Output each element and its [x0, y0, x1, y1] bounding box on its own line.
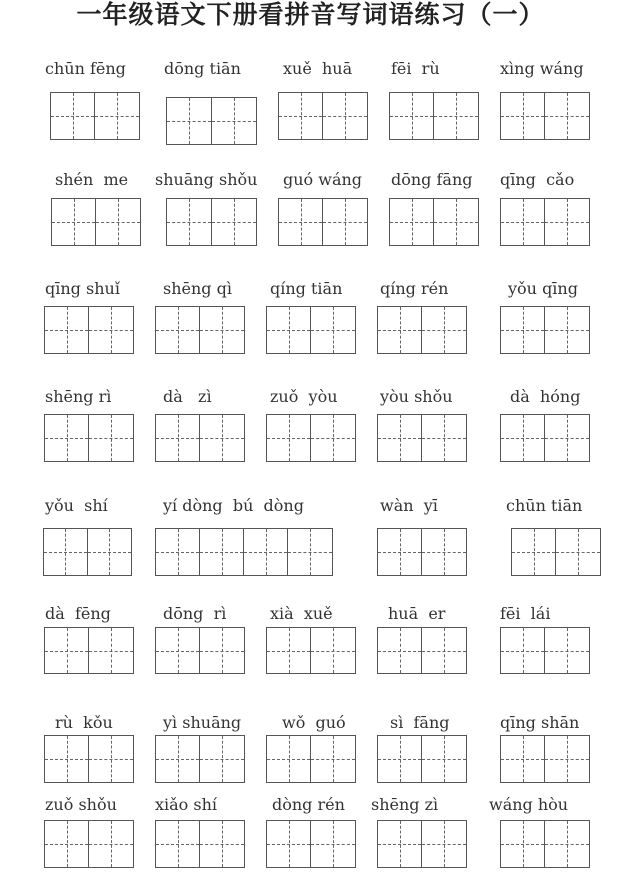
character-cell[interactable]: [167, 98, 212, 144]
tianzige-writing-grid[interactable]: [500, 820, 590, 868]
character-cell[interactable]: [556, 529, 600, 575]
tianzige-writing-grid[interactable]: [44, 414, 134, 462]
tianzige-writing-grid[interactable]: [44, 306, 134, 354]
pinyin-label: yí dòng bú dòng: [163, 496, 304, 515]
character-cell[interactable]: [156, 415, 200, 461]
pinyin-label: yì shuāng: [163, 713, 242, 732]
tianzige-writing-grid[interactable]: [377, 820, 467, 868]
character-cell[interactable]: [501, 415, 545, 461]
character-cell[interactable]: [212, 199, 257, 245]
character-cell[interactable]: [44, 529, 88, 575]
character-cell[interactable]: [45, 307, 89, 353]
character-cell[interactable]: [390, 93, 434, 139]
pinyin-label: xuě huā: [283, 59, 353, 78]
tianzige-writing-grid[interactable]: [155, 627, 245, 674]
tianzige-writing-grid[interactable]: [266, 820, 356, 868]
pinyin-label: sì fāng: [390, 713, 450, 732]
character-cell[interactable]: [422, 821, 466, 867]
pinyin-label: dōng tiān: [164, 59, 241, 78]
tianzige-writing-grid[interactable]: [278, 92, 368, 140]
pinyin-label: shén me: [55, 170, 129, 189]
pinyin-label: wǒ guó: [282, 713, 346, 732]
character-cell[interactable]: [311, 821, 355, 867]
pinyin-label: yǒu shí: [45, 496, 108, 515]
tianzige-writing-grid[interactable]: [511, 528, 601, 576]
pinyin-label: dà fēng: [45, 604, 111, 623]
tianzige-writing-grid[interactable]: [500, 735, 590, 783]
character-cell[interactable]: [501, 93, 545, 139]
tianzige-writing-grid[interactable]: [44, 735, 134, 783]
pinyin-label: fēi lái: [500, 604, 551, 623]
character-cell[interactable]: [323, 199, 367, 245]
tianzige-writing-grid[interactable]: [377, 414, 467, 462]
pinyin-label: shēng zì: [371, 795, 439, 814]
character-cell[interactable]: [323, 93, 367, 139]
tianzige-writing-grid[interactable]: [44, 627, 134, 674]
character-cell[interactable]: [545, 307, 589, 353]
pinyin-label: xìng wáng: [500, 59, 584, 78]
character-cell[interactable]: [422, 736, 466, 782]
character-cell[interactable]: [200, 736, 244, 782]
pinyin-label: qīng shān: [500, 713, 580, 732]
character-cell[interactable]: [156, 736, 200, 782]
pinyin-label: qīng cǎo: [500, 170, 575, 189]
tianzige-writing-grid[interactable]: [51, 198, 141, 246]
character-cell[interactable]: [156, 529, 200, 575]
pinyin-label: shēng qì: [163, 279, 232, 298]
character-cell[interactable]: [545, 199, 589, 245]
tianzige-writing-grid[interactable]: [155, 306, 245, 354]
tianzige-writing-grid[interactable]: [50, 92, 140, 140]
character-cell[interactable]: [545, 736, 589, 782]
pinyin-label: xià xuě: [270, 604, 333, 623]
character-cell[interactable]: [422, 415, 466, 461]
character-cell[interactable]: [378, 307, 422, 353]
tianzige-writing-grid[interactable]: [500, 92, 590, 140]
character-cell[interactable]: [156, 628, 200, 673]
character-cell[interactable]: [434, 93, 478, 139]
pinyin-label: guó wáng: [283, 170, 363, 189]
worksheet-title: 一年级语文下册看拼音写词语练习（一）: [76, 0, 545, 29]
character-cell[interactable]: [311, 307, 355, 353]
character-cell[interactable]: [501, 736, 545, 782]
character-cell[interactable]: [311, 736, 355, 782]
character-cell[interactable]: [89, 628, 133, 673]
pinyin-label: yòu shǒu: [380, 387, 453, 406]
character-cell[interactable]: [89, 821, 133, 867]
character-cell[interactable]: [545, 821, 589, 867]
tianzige-writing-grid[interactable]: [500, 627, 590, 674]
tianzige-writing-grid[interactable]: [500, 414, 590, 462]
pinyin-label: xiǎo shí: [155, 795, 218, 814]
tianzige-writing-grid[interactable]: [155, 528, 333, 576]
pinyin-label: wàn yī: [380, 496, 438, 515]
tianzige-writing-grid[interactable]: [377, 735, 467, 783]
character-cell[interactable]: [95, 93, 139, 139]
tianzige-writing-grid[interactable]: [166, 198, 257, 246]
tianzige-writing-grid[interactable]: [377, 627, 467, 674]
character-cell[interactable]: [378, 415, 422, 461]
character-cell[interactable]: [501, 628, 545, 673]
tianzige-writing-grid[interactable]: [500, 198, 590, 246]
character-cell[interactable]: [279, 93, 323, 139]
pinyin-label: shuāng shǒu: [155, 170, 258, 189]
pinyin-label: yǒu qīng: [508, 279, 578, 298]
pinyin-label: chūn tiān: [506, 496, 583, 515]
tianzige-writing-grid[interactable]: [166, 97, 257, 145]
character-cell[interactable]: [545, 628, 589, 673]
pinyin-label: qīng shuǐ: [45, 279, 120, 298]
character-cell[interactable]: [501, 199, 545, 245]
tianzige-writing-grid[interactable]: [266, 735, 356, 783]
character-cell[interactable]: [267, 821, 311, 867]
character-cell[interactable]: [200, 307, 244, 353]
character-cell[interactable]: [200, 821, 244, 867]
pinyin-label: dà hóng: [510, 387, 581, 406]
tianzige-writing-grid[interactable]: [500, 306, 590, 354]
pinyin-label: wáng hòu: [489, 795, 569, 814]
character-cell[interactable]: [279, 199, 323, 245]
pinyin-label: huā er: [388, 604, 446, 623]
tianzige-writing-grid[interactable]: [389, 198, 479, 246]
tianzige-writing-grid[interactable]: [155, 735, 245, 783]
character-cell[interactable]: [200, 415, 244, 461]
character-cell[interactable]: [89, 415, 133, 461]
character-cell[interactable]: [45, 736, 89, 782]
character-cell[interactable]: [378, 628, 422, 673]
character-cell[interactable]: [156, 821, 200, 867]
character-cell[interactable]: [51, 93, 95, 139]
character-cell[interactable]: [422, 307, 466, 353]
character-cell[interactable]: [52, 199, 96, 245]
tianzige-writing-grid[interactable]: [155, 820, 245, 868]
character-cell[interactable]: [422, 628, 466, 673]
character-cell[interactable]: [512, 529, 556, 575]
character-cell[interactable]: [212, 98, 257, 144]
pinyin-label: qíng tiān: [270, 279, 343, 298]
tianzige-writing-grid[interactable]: [389, 92, 479, 140]
pinyin-label: shēng rì: [45, 387, 112, 406]
character-cell[interactable]: [501, 821, 545, 867]
character-cell[interactable]: [267, 415, 311, 461]
character-cell[interactable]: [311, 628, 355, 673]
pinyin-label: zuǒ shǒu: [45, 795, 117, 814]
pinyin-label: dōng rì: [163, 604, 227, 623]
character-cell[interactable]: [45, 628, 89, 673]
pinyin-label: dà zì: [163, 387, 212, 406]
tianzige-writing-grid[interactable]: [377, 528, 467, 576]
tianzige-writing-grid[interactable]: [278, 198, 368, 246]
character-cell[interactable]: [244, 529, 288, 575]
character-cell[interactable]: [545, 415, 589, 461]
tianzige-writing-grid[interactable]: [266, 414, 356, 462]
pinyin-label: chūn fēng: [45, 59, 126, 78]
character-cell[interactable]: [200, 628, 244, 673]
tianzige-writing-grid[interactable]: [266, 306, 356, 354]
character-cell[interactable]: [200, 529, 244, 575]
character-cell[interactable]: [88, 529, 132, 575]
character-cell[interactable]: [378, 736, 422, 782]
character-cell[interactable]: [156, 307, 200, 353]
pinyin-label: dōng fāng: [391, 170, 473, 189]
pinyin-label: zuǒ yòu: [270, 387, 338, 406]
character-cell[interactable]: [267, 736, 311, 782]
pinyin-label: dòng rén: [272, 795, 345, 814]
character-cell[interactable]: [390, 199, 434, 245]
character-cell[interactable]: [45, 415, 89, 461]
character-cell[interactable]: [501, 307, 545, 353]
pinyin-label: fēi rù: [391, 59, 440, 78]
character-cell[interactable]: [288, 529, 332, 575]
character-cell[interactable]: [378, 529, 422, 575]
tianzige-writing-grid[interactable]: [43, 528, 132, 576]
character-cell[interactable]: [311, 415, 355, 461]
character-cell[interactable]: [167, 199, 212, 245]
character-cell[interactable]: [267, 628, 311, 673]
pinyin-label: qíng rén: [380, 279, 449, 298]
character-cell[interactable]: [378, 821, 422, 867]
character-cell[interactable]: [434, 199, 478, 245]
tianzige-writing-grid[interactable]: [44, 820, 134, 868]
pinyin-label: rù kǒu: [55, 713, 113, 732]
character-cell[interactable]: [89, 736, 133, 782]
tianzige-writing-grid[interactable]: [266, 627, 356, 674]
tianzige-writing-grid[interactable]: [377, 306, 467, 354]
character-cell[interactable]: [89, 307, 133, 353]
character-cell[interactable]: [422, 529, 466, 575]
tianzige-writing-grid[interactable]: [155, 414, 245, 462]
character-cell[interactable]: [96, 199, 140, 245]
character-cell[interactable]: [45, 821, 89, 867]
character-cell[interactable]: [545, 93, 589, 139]
character-cell[interactable]: [267, 307, 311, 353]
